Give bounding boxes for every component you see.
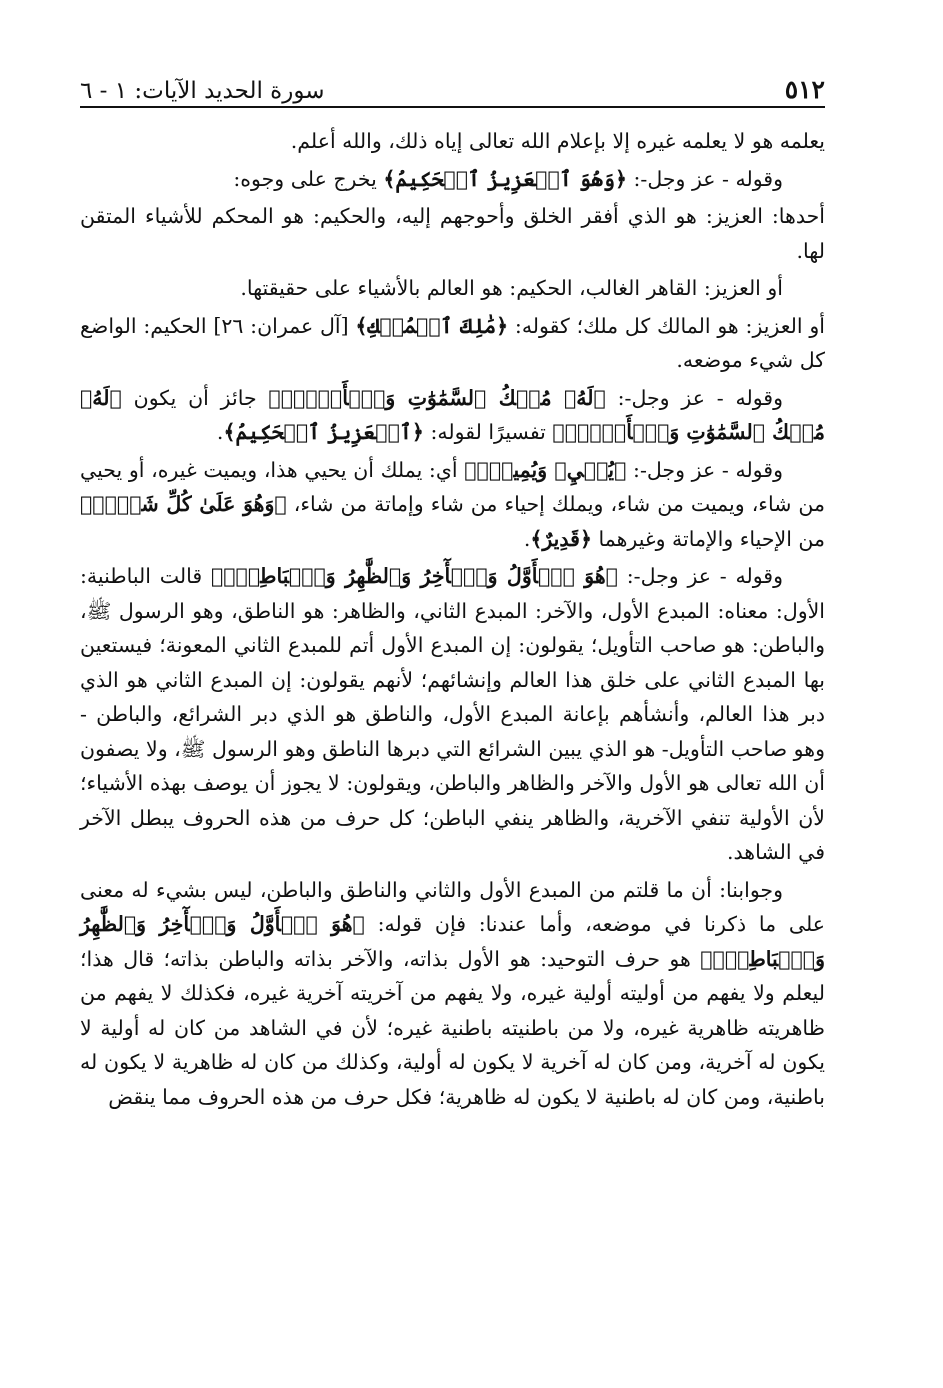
text-segment: [آل عمران: ٢٦] الحكيم: الواضع كل شيء موضعه. (80, 313, 825, 372)
text-segment: وقوله - عز وجل-: (626, 457, 783, 482)
body-text (80, 124, 825, 1117)
text-segment: . (216, 420, 224, 444)
quran-verse: ﴿وَهُوَ عَلَىٰ كُلِّ شَيۡءٖ﴾ (80, 492, 287, 516)
paragraph (80, 873, 825, 1115)
quran-verse: ﴿لَهُۥ مُلۡكُ ٱلسَّمَٰوَٰتِ وَٱلۡأَرۡضِۖ﴾ (268, 385, 606, 410)
text-segment: من الإحياء والإماتة وغيرهما (591, 526, 825, 551)
quran-verse: ﴿لَهُۥ مُلۡكُ ٱلسَّمَٰوَٰتِ وَٱلۡأَرۡضِۖ﴾ (80, 385, 825, 444)
quran-verse: ﴿هُوَ ٱلۡأَوَّلُ وَٱلۡأٓخِرُ وَٱلظَّٰهِرُ وَٱلۡبَاطِنُۖ﴾ (80, 912, 825, 971)
text-segment: أو العزيز: القاهر الغالب، الحكيم: هو العالم بالأشياء على حقيقتها. (240, 276, 783, 300)
paragraph (80, 271, 825, 306)
text-segment: وقوله - عز وجل-: (617, 564, 783, 588)
quran-verse: ﴿مَٰلِكَ ٱلۡمُلۡكِ﴾ (355, 313, 509, 338)
text-segment: . (523, 526, 531, 551)
text-segment: تفسيرًا لقوله: (423, 420, 553, 444)
paragraph (80, 559, 825, 870)
quran-verse: ﴿هُوَ ٱلۡأَوَّلُ وَٱلۡأٓخِرُ وَٱلظَّٰهِرُ وَٱلۡبَاطِنُۖ﴾ (210, 564, 618, 588)
text-segment: وقوله - عز وجل-: (605, 385, 783, 410)
text-segment: وجوابنا: أن ما قلتم من المبدع الأول والثاني والناطق والباطن، ليس بشيء له معنى على ما ذكرنا في موضعه، وأما عندنا: فإن قوله: (80, 877, 825, 936)
paragraph (80, 453, 825, 557)
paragraph (80, 162, 825, 197)
text-segment: أي: يملك أن يحيي هذا، ويميت غيره، أو يحيي من شاء، ويميت من شاء، ويملك إحياء من شاء وإماتة من شاء، (80, 457, 826, 516)
quran-verse: ﴿ٱلۡعَزِيزُ ٱلۡحَكِيمُ﴾ (223, 420, 424, 444)
paragraph (80, 309, 825, 378)
page-header (80, 58, 825, 104)
text-segment: جائز أن يكون (121, 385, 269, 410)
text-segment: قالت الباطنية: الأول: معناه: المبدع الأول، والآخر: المبدع الثاني، والظاهر: هو الناطق، وهو الرسول ﷺ، والباطن: هو صاحب التأويل؛ يقولون: إن المبدع الأول أتم للمبدع الثاني المعونة؛ فيستعين بها المبدع الثاني على خلق هذا العالم وإنشائهم؛ لأنهم يقولون: إن المبدع الثاني هو الذي دبر هذا العالم، وأنشأهم بإعانة المبدع الأول، والناطق هو الذي دبر الشرائع، والباطن - وهو صاحب التأويل- هو الذي يبين الشرائع التي دبرها الناطق وهو الرسول ﷺ، ولا يصفون أن الله تعالى هو الأول والآخر والظاهر والباطن، ويقولون: لا يجوز أن يوصف بهذه الأشياء؛ لأن الأولية تنفي الآخرية، والظاهر ينفي الباطن؛ كل حرف من هذه الحروف يبطل الآخر في الشاهد. (80, 564, 825, 864)
text-segment: يخرج على وجوه: (233, 166, 384, 191)
quran-verse: ﴿يُحۡيِۦ وَيُمِيتُۖ﴾ (464, 457, 627, 482)
running-title: سورة الحديد الآيات: ١ - ٦ (80, 78, 325, 104)
text-segment: هو حرف التوحيد: هو الأول بذاته، والآخر بذاته والباطن بذاته؛ قال هذا؛ ليعلم ولا يفهم من أوليته أولية غيره، ولا يفهم من آخريته آخرية غيره، فكذلك لا يفهم من ظاهريته ظاهرية غيره، ولا من باطنيته باطنية غيره؛ لأن في الشاهد من كان له أولية لا يكون له آخرية، ومن كان له آخرية لا يكون له أولية، وكذلك من كان له ظاهرية لا يكون له باطنية، ومن كان له باطنية لا يكون له ظاهرية؛ فكل حرف من هذه الحروف مما ينقض (80, 946, 825, 1109)
header-rule (80, 106, 825, 108)
text-segment: أو العزيز: هو المالك كل ملك؛ كقوله: (508, 313, 825, 338)
paragraph (80, 199, 825, 268)
text-segment: وقوله - عز وجل-: (627, 166, 783, 191)
quran-verse: ﴿قَدِيرٌ﴾ (530, 526, 592, 551)
text-segment: أحدها: العزيز: هو الذي أفقر الخلق وأحوجهم إليه، والحكيم: هو المحكم للأشياء المتقن لها. (80, 204, 825, 263)
paragraph (80, 124, 825, 159)
text-segment: يعلمه هو لا يعلمه غيره إلا بإعلام الله تعالى إياه ذلك، والله أعلم. (290, 129, 825, 153)
quran-verse: ﴿وَهُوَ ٱلۡعَزِيزُ ٱلۡحَكِيمُ﴾ (383, 166, 627, 191)
page-number: ٥١٢ (784, 75, 825, 104)
paragraph (80, 381, 825, 450)
